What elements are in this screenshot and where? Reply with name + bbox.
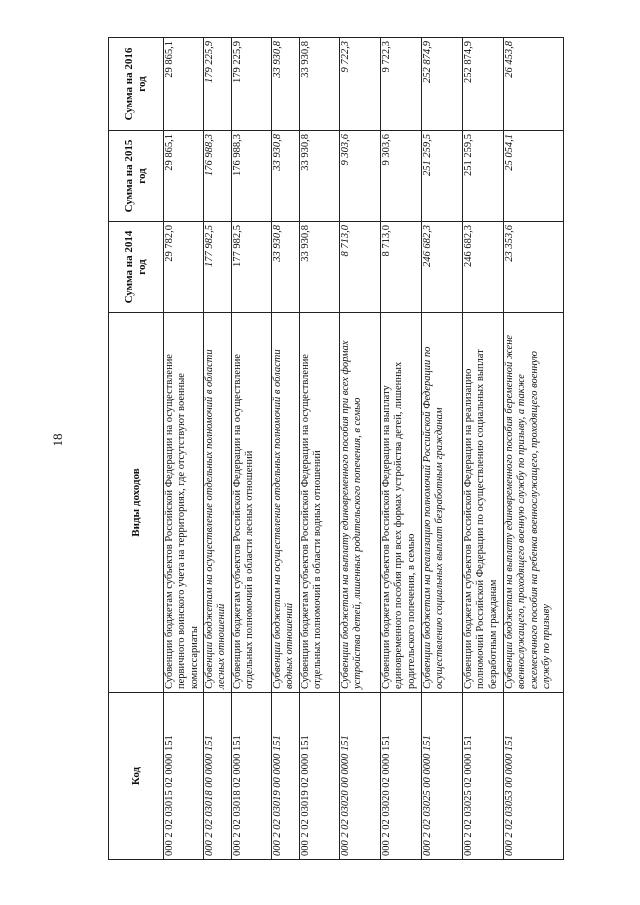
table-row <box>463 38 504 860</box>
name-cell: Субвенции бюджетам субъектов Российской Федерации на осуществление отдельных полномочий в области лесных отношений <box>232 313 272 693</box>
header-2016: Сумма на 2016 год <box>109 38 164 131</box>
code-cell: 000 2 02 03025 00 0000 151 <box>422 693 463 860</box>
value-2016-cell: 33 930,8 <box>272 38 300 131</box>
table-body <box>164 38 564 860</box>
table-row <box>340 38 381 860</box>
name-cell: Субвенции бюджетам на осуществление отдельных полномочий в области водных отношений <box>272 313 300 693</box>
value-2014-cell: 8 713,0 <box>340 222 381 313</box>
revenue-table <box>108 37 564 860</box>
value-2014-cell: 33 930,8 <box>300 222 340 313</box>
header-name: Виды доходов <box>109 313 164 693</box>
header-2015: Сумма на 2015 год <box>109 131 164 222</box>
value-2016-cell: 26 453,8 <box>504 38 564 131</box>
page-number: 18 <box>50 433 65 447</box>
name-cell: Субвенции бюджетам субъектов Российской Федерации на осуществление отдельных полномочий в области водных отношений <box>300 313 340 693</box>
value-2016-cell: 252 874,9 <box>463 38 504 131</box>
name-cell: Субвенции бюджетам субъектов Российской Федерации на реализацию полномочий Российской Федерации по осуществлению социальных выплат безработным гражданам <box>463 313 504 693</box>
value-2016-cell: 29 865,1 <box>164 38 204 131</box>
header-code: Код <box>109 693 164 860</box>
value-2015-cell: 176 988,3 <box>204 131 232 222</box>
value-2014-cell: 177 982,5 <box>204 222 232 313</box>
value-2015-cell: 176 988,3 <box>232 131 272 222</box>
value-2015-cell: 9 303,6 <box>381 131 422 222</box>
value-2015-cell: 29 865,1 <box>164 131 204 222</box>
value-2016-cell: 33 930,8 <box>300 38 340 131</box>
code-cell: 000 2 02 03018 00 0000 151 <box>204 693 232 860</box>
name-cell: Субвенции бюджетам на осуществление отдельных полномочий в области лесных отношений <box>204 313 232 693</box>
value-2015-cell: 33 930,8 <box>300 131 340 222</box>
table-row <box>504 38 564 860</box>
name-cell: Субвенции бюджетам на выплату единовременного пособия при всех формах устройства детей, лишенных родительского попечения, в семью <box>340 313 381 693</box>
name-cell: Субвенции бюджетам на реализацию полномочий Российской Федерации по осуществлению социальных выплат безработным гражданам <box>422 313 463 693</box>
value-2016-cell: 252 874,9 <box>422 38 463 131</box>
code-cell: 000 2 02 03025 02 0000 151 <box>463 693 504 860</box>
table-row <box>381 38 422 860</box>
name-cell: Субвенции бюджетам на выплату единовременного пособия беременной жене военнослужащего, проходящего военную службу по призыву, а также ежемесячного пособия на ребенка военнослужащего, проходящего военную службу по призыву <box>504 313 564 693</box>
code-cell: 000 2 02 03020 00 0000 151 <box>340 693 381 860</box>
value-2015-cell: 25 054,1 <box>504 131 564 222</box>
code-cell: 000 2 02 03015 02 0000 151 <box>164 693 204 860</box>
value-2014-cell: 246 682,3 <box>463 222 504 313</box>
rotated-table-container <box>108 38 563 860</box>
table-header-row <box>109 38 164 860</box>
table-row <box>272 38 300 860</box>
table-row <box>164 38 204 860</box>
code-cell: 000 2 02 03018 02 0000 151 <box>232 693 272 860</box>
value-2014-cell: 33 930,8 <box>272 222 300 313</box>
table-row <box>204 38 232 860</box>
value-2015-cell: 251 259,5 <box>422 131 463 222</box>
code-cell: 000 2 02 03053 00 0000 151 <box>504 693 564 860</box>
value-2014-cell: 8 713,0 <box>381 222 422 313</box>
code-cell: 000 2 02 03019 02 0000 151 <box>300 693 340 860</box>
value-2015-cell: 251 259,5 <box>463 131 504 222</box>
value-2014-cell: 177 982,5 <box>232 222 272 313</box>
value-2015-cell: 9 303,6 <box>340 131 381 222</box>
code-cell: 000 2 02 03019 00 0000 151 <box>272 693 300 860</box>
value-2016-cell: 9 722,3 <box>381 38 422 131</box>
table-row <box>232 38 272 860</box>
value-2014-cell: 23 353,6 <box>504 222 564 313</box>
value-2014-cell: 29 782,0 <box>164 222 204 313</box>
name-cell: Субвенции бюджетам субъектов Российской Федерации на выплату единовременного пособия при всех формах устройства детей, лишенных родительского попечения, в семью <box>381 313 422 693</box>
value-2016-cell: 179 225,9 <box>204 38 232 131</box>
value-2014-cell: 246 682,3 <box>422 222 463 313</box>
value-2016-cell: 179 225,9 <box>232 38 272 131</box>
value-2016-cell: 9 722,3 <box>340 38 381 131</box>
name-cell: Субвенции бюджетам субъектов Российской Федерации на осуществление первичного воинского учета на территориях, где отсутствуют военные комиссариаты <box>164 313 204 693</box>
table-row <box>422 38 463 860</box>
code-cell: 000 2 02 03020 02 0000 151 <box>381 693 422 860</box>
value-2015-cell: 33 930,8 <box>272 131 300 222</box>
header-2014: Сумма на 2014 год <box>109 222 164 313</box>
table-row <box>300 38 340 860</box>
